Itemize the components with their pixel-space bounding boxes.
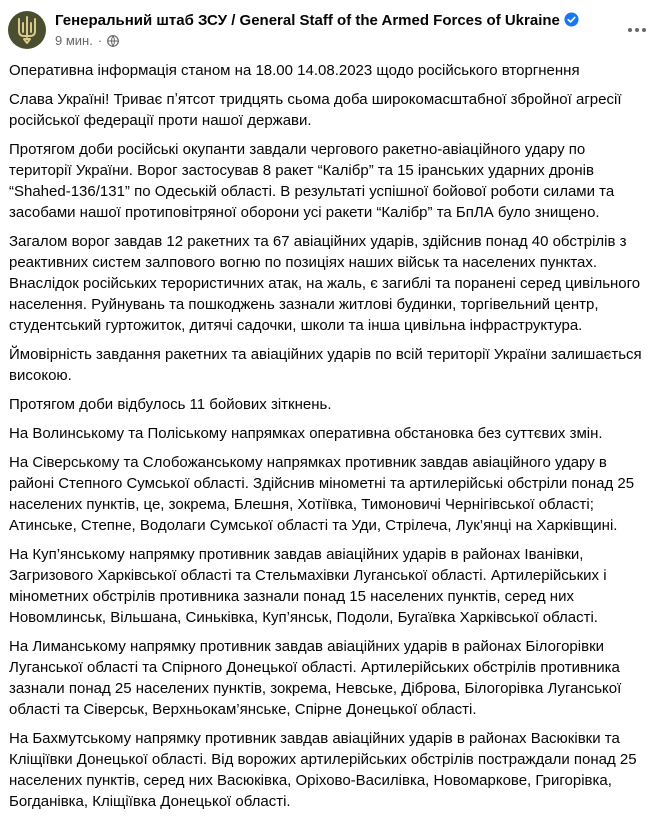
more-options-icon-dot	[642, 28, 646, 32]
meta-separator: ·	[97, 33, 103, 48]
more-options-button[interactable]	[625, 18, 649, 42]
more-options-icon	[628, 28, 632, 32]
avatar[interactable]	[8, 11, 46, 49]
post-header	[0, 0, 663, 60]
post-meta	[55, 33, 119, 48]
post-paragraph: Загалом ворог завдав 12 ракетних та 67 авіаційних ударів, здійснив понад 40 обстрілів з реактивних систем залпового вогню по позиціях наших військ та населених пунктах. Внаслідок російських терористичних атак, на жаль, є загиблі та поранені серед цивільного населення. Руйнувань та пошкоджень зазнали житлові будинки, торгівельний центр, студентський гуртожиток, дитячі садочки, школи та інша цивільна інфраструктура.	[9, 233, 641, 334]
post-paragraph: Протягом доби російські окупанти завдали чергового ракетно-авіаційного удару по території України. Ворог застосував 8 ракет “Калібр” та 15 іранських ударних дронів “Shahed-136/131” по Одеській області. В результаті успішної бойової роботи силами та засобами нашої протиповітряної оборони усі ракети “Калібр” та БпЛА було знищено.	[9, 141, 615, 221]
more-options-icon-dot	[635, 28, 639, 32]
post-timestamp[interactable]: 9 мин.	[55, 33, 93, 48]
post-paragraph: На Куп’янському напрямку противник завдав авіаційних ударів в районах Іванівки, Загризового Харківської області та Стельмахівки Луганської області. Артилерійських і мінометних обстрілів противника зазнали понад 15 населених пунктів, серед них Новомлинськ, Вільшана, Синьківка, Куп’янськ, Подоли, Бугаївка Харківської області.	[9, 546, 607, 626]
post-paragraph: На Лиманському напрямку противник завдав авіаційних ударів в районах Білогорівки Луганської області та Спірного Донецької області. Артилерійських обстрілів противника зазнали понад 25 населених пунктів, зокрема, Невське, Діброва, Білогорівка Луганської області та Сіверськ, Верхньокам’янське, Спірне Донецької області.	[9, 638, 622, 718]
trident-emblem-icon	[14, 15, 40, 45]
post-paragraph: На Волинському та Поліському напрямках оперативна обстановка без суттєвих змін.	[9, 425, 603, 442]
globe-icon[interactable]	[107, 35, 119, 47]
post-paragraph: Слава Україні! Триває пʼятсот тридцять сьома доба широкомасштабної збройної агресії російської федерації проти нашої держави.	[9, 91, 622, 129]
post-paragraph: На Сіверському та Слобожанському напрямках противник завдав авіаційного удару в районі Степного Сумської області. Здійснив мінометні та артилерійські обстріли понад 25 населених пунктів, це, зокрема, Блешня, Хотіївка, Тимоновичі Чернігівської області; Атинське, Степне, Водолаги Сумської області та Уди, Стрілеча, Лук’янці на Харківщині.	[9, 454, 635, 534]
post-paragraph: Протягом доби відбулось 11 бойових зіткнень.	[9, 396, 332, 413]
post-body	[9, 60, 649, 820]
page-name-text[interactable]: Генеральний штаб ЗСУ / General Staff of the Armed Forces of Ukraine	[55, 12, 560, 29]
post-paragraph: Оперативна інформація станом на 18.00 14.08.2023 щодо російського вторгнення	[9, 62, 580, 79]
post-paragraph: На Бахмутському напрямку противник завдав авіаційних ударів в районах Васюківки та Кліщіївки Донецької області. Від ворожих артилерійських обстрілів постраждали понад 25 населених пунктів, серед них Васюківка, Оріхово-Василівка, Новомаркове, Григорівка, Богданівка, Кліщіївка Донецької області.	[9, 730, 637, 810]
page-name[interactable]	[55, 12, 579, 29]
verified-badge-icon	[564, 12, 579, 27]
post-paragraph: Ймовірність завдання ракетних та авіаційних ударів по всій території України залишається високою.	[9, 346, 642, 384]
